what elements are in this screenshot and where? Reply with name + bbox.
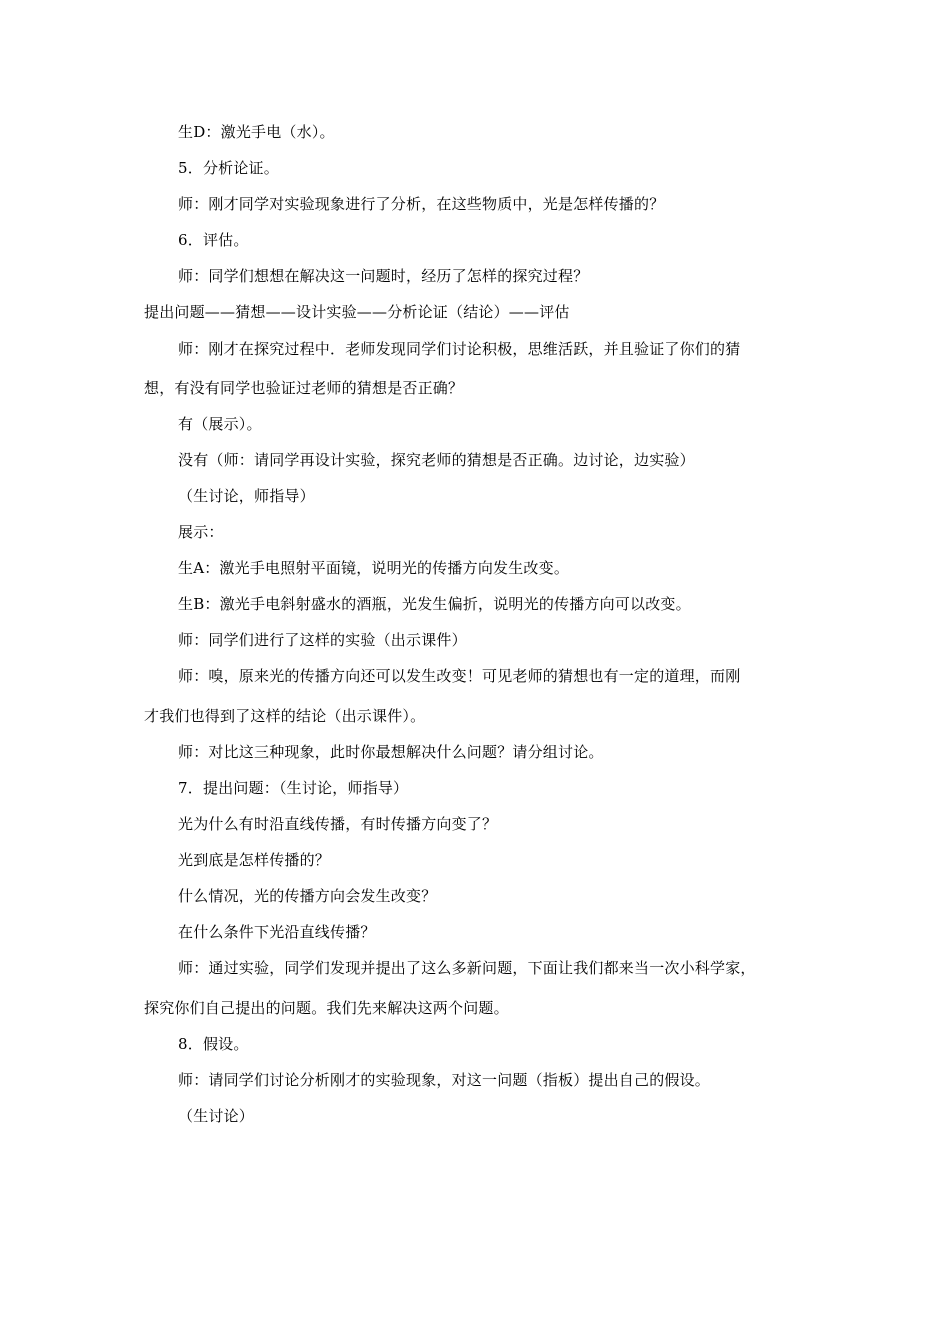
- text-line: 有（展示）。: [178, 415, 262, 433]
- text-line: 师：通过实验，同学们发现并提出了这么多新问题，下面让我们都来当一次小科学家，: [178, 959, 756, 977]
- text-line: 师：嗅，原来光的传播方向还可以发生改变！可见老师的猜想也有一定的道理，而刚: [178, 667, 741, 685]
- section-heading: 7．提出问题：（生讨论，师指导）: [178, 779, 409, 797]
- text-line: 师：同学们进行了这样的实验（出示课件）: [178, 631, 467, 649]
- text-line: 光到底是怎样传播的？: [178, 851, 331, 869]
- text-line: （生讨论）: [178, 1107, 255, 1125]
- text-line: 没有（师：请同学再设计实验，探究老师的猜想是否正确。边讨论，边实验）: [178, 451, 695, 469]
- section-heading: 6．评估。: [178, 231, 249, 249]
- text-line: 师：刚才同学对实验现象进行了分析，在这些物质中，光是怎样传播的？: [178, 195, 665, 213]
- text-line: 想，有没有同学也验证过老师的猜想是否正确？: [144, 379, 464, 397]
- text-line: 提出问题——猜想——设计实验——分析论证（结论）——评估: [144, 303, 570, 321]
- text-line: 师：同学们想想在解决这一问题时，经历了怎样的探究过程？: [178, 267, 589, 285]
- text-line: 探究你们自己提出的问题。我们先来解决这两个问题。: [144, 999, 509, 1017]
- section-heading: 8．假设。: [178, 1035, 249, 1053]
- text-line: 生D：激光手电（水）。: [178, 123, 335, 141]
- text-line: 在什么条件下光沿直线传播？: [178, 923, 376, 941]
- text-line: 师：对比这三种现象，此时你最想解决什么问题？请分组讨论。: [178, 743, 604, 761]
- text-line: 光为什么有时沿直线传播，有时传播方向变了？: [178, 815, 498, 833]
- section-heading: 5．分析论证。: [178, 159, 279, 177]
- text-line: 生A：激光手电照射平面镜，说明光的传播方向发生改变。: [178, 559, 570, 577]
- text-line: 师：请同学们讨论分析刚才的实验现象，对这一问题（指板）提出自己的假设。: [178, 1071, 711, 1089]
- text-line: 生B：激光手电斜射盛水的酒瓶，光发生偏折，说明光的传播方向可以改变。: [178, 595, 691, 613]
- text-line: 什么情况，光的传播方向会发生改变？: [178, 887, 437, 905]
- text-line: 师：刚才在探究过程中．老师发现同学们讨论积极，思维活跃，并且验证了你们的猜: [178, 340, 741, 358]
- text-line: （生讨论，师指导）: [178, 487, 315, 505]
- text-line: 展示：: [178, 523, 224, 541]
- text-line: 才我们也得到了这样的结论（出示课件）。: [144, 707, 426, 725]
